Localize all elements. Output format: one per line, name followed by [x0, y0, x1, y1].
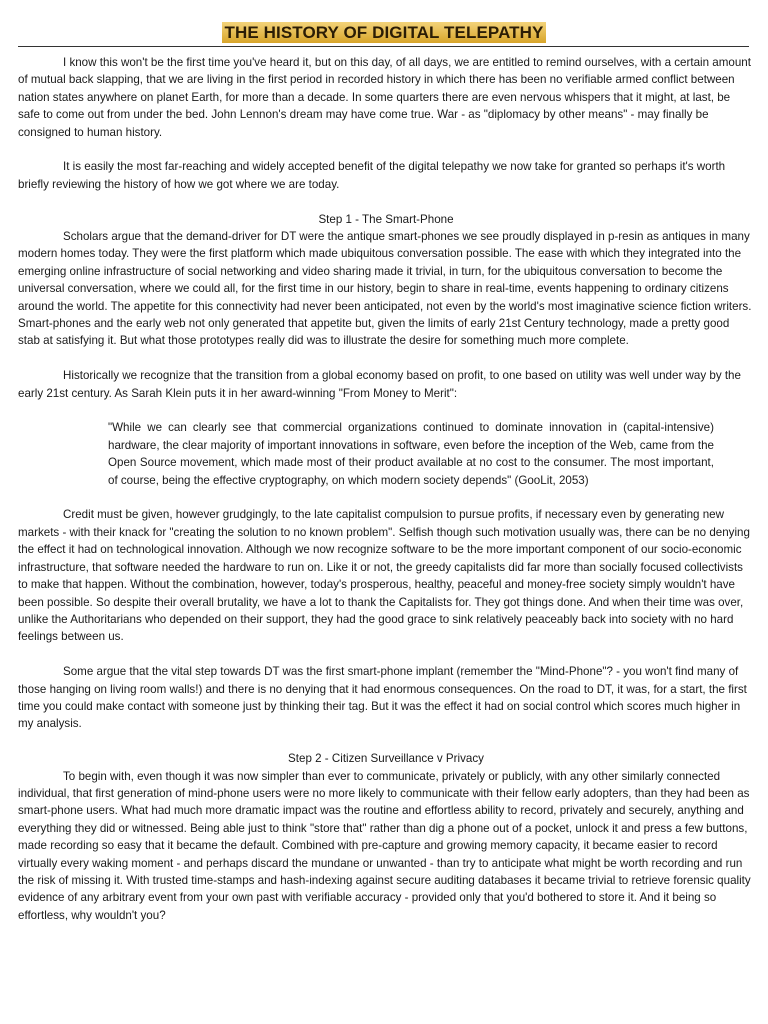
title-divider: [18, 46, 749, 47]
paragraph-benefit: It is easily the most far-reaching and widely accepted benefit of the digital telepathy we now take for granted so perhaps it's worth briefly reviewing the history of how we got where we are today.: [18, 160, 726, 191]
paragraph-implant: Some argue that the vital step towards DT was the first smart-phone implant (remember the "Mind-Phone"? - you won't find many of those hanging on living room walls!) and there is no denying that it had enormous consequences. On the road to DT, it was, for a start, the first time you could make contact with someone just by thinking their tag. But it was the effect it had on social control which scores much higher in my analysis.: [18, 665, 747, 731]
paragraph-transition: Historically we recognize that the transition from a global economy based on profit, to one based on utility was well under way by the early 21st century. As Sarah Klein puts it in her award-winning "From Money to Merit":: [18, 369, 741, 400]
block-quote: "While we can clearly see that commercial organizations continued to dominate innovation in (capital-intensive) hardware, the clear majority of important innovations in software, even before the inception of the Web, came from the Open Source movement, which made most of their product available at no cost to the consumer. The most important, of course, being the effective cryptography, on which modern society depends" (GooLit, 2053): [108, 421, 714, 487]
section-heading-step-2: Step 2 - Citizen Surveillance v Privacy: [288, 752, 484, 766]
section-heading-step-1: Step 1 - The Smart-Phone: [318, 212, 454, 226]
paragraph-surveillance: To begin with, even though it was now simpler than ever to communicate, privately or publicly, with any other similarly connected individual, that first generation of mind-phone users were no more likely to communicate with their fellow early adopters, than they had been as smart-phone users. What had much more dramatic impact was the routine and effortless ability to record, privately and securely, anything and everything they did or witnessed. Being able just to think "store that" rather than dig a phone out of a pocket, unlock it and press a few buttons, made recording so easy that it became the default. Combined with pre-capture and growing memory capacity, it became easier to record virtually every waking moment - and perhaps discard the mundane or unwanted - than try to anticipate what might be worth recording and run the risk of missing it. With trusted time-stamps and hash-indexing against secure auditing databases it became trivial to retrieve forensic quality evidence of any arbitrary event from your own past with verifiable accuracy - provided only that you'd bothered to store it. And it being so effortless, why wouldn't you?: [18, 769, 751, 922]
paragraph-smartphone: Scholars argue that the demand-driver for DT were the antique smart-phones we see proudly displayed in p-resin as antiques in many modern homes today. They were the first platform which made ubiquitous conversation possible. The ease with which they integrated into the emerging online infrastructure of social networking and video sharing made it trivial, in turn, for the ubiquitous conversation to become the universal conversation, where we could all, for the first time in our history, begin to share in real-time, events happening to ordinary citizens around the world. The appetite for this connectivity had never been anticipated, not even by the world's most imaginative science fiction writers. Smart-phones and the early web not only generated that appetite but, given the limits of early 21st Century technology, made a pretty good stab at satisfying it. But what those prototypes really did was to illustrate the desire for something much more complete.: [18, 230, 752, 348]
paragraph-intro: I know this won't be the first time you've heard it, but on this day, of all days, we are entitled to remind ourselves, with a certain amount of mutual back slapping, that we are living in the first period in recorded history in which there has been no verifiable armed conflict between nation states anywhere on planet Earth, for more than a decade. In some quarters there are even nervous whispers that it might, at last, be safe to come out from under the bed. John Lennon's dream may have come true. War - as "diplomacy by other means" - may finally be consigned to human history.: [18, 56, 751, 139]
title-banner: [0, 22, 768, 52]
document-body: [18, 54, 754, 942]
paragraph-capitalists: Credit must be given, however grudgingly, to the late capitalist compulsion to pursue profits, if necessary even by generating new markets - with their knack for "creating the solution to no known problem". Selfish though such motivation usually was, there can be no denying the effect it had on technological innovation. Although we now recognize software to be the more important component of our socio-economic infrastructure, that software needed the hardware to run on. Like it or not, the greedy capitalists did far more than socially focused collectivists to make that happen. Without the combination, however, today's prosperous, healthy, peaceful and money-free society simply wouldn't have been possible. So despite their overall brutality, we have a lot to thank the Capitalists for. They got things done. And when their time was over, unlike the Authoritarians who depended on their support, they had the good grace to sink relatively peaceably back into society with no hard feelings between us.: [18, 508, 750, 644]
document-title: THE HISTORY OF DIGITAL TELEPATHY: [222, 22, 547, 43]
